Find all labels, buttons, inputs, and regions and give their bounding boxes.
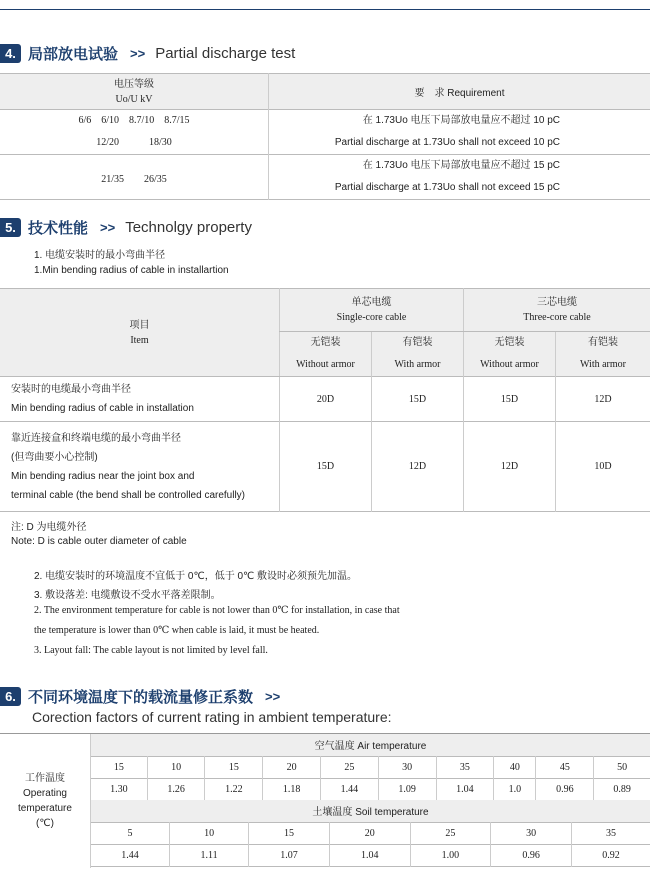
pd-voltage-header-en: Uo/U kV — [115, 93, 153, 105]
top-rule — [0, 9, 650, 10]
br-row1-val-3: 15D — [464, 377, 556, 422]
air-factor-6: 1.09 — [378, 778, 436, 800]
air-factor-3: 1.22 — [205, 778, 263, 800]
br-item-header-cn: 项目 — [129, 319, 150, 331]
pd-row2-voltages: 21/35 26/35 — [101, 173, 167, 185]
pd-row1-req-cn: 在 1.73Uo 电压下局部放电量应不超过 10 pC — [362, 115, 560, 126]
br-row-1 — [0, 377, 650, 422]
air-header-row — [91, 734, 650, 756]
br-row2-val-4: 10D — [556, 422, 650, 512]
para2-en-line1: 2. The environment temperature for cable is not lower than 0℃ for installation, in case that — [34, 605, 400, 616]
br-row1-val-2: 15D — [372, 377, 464, 422]
air-header: 空气温度 Air temperature — [314, 741, 427, 753]
section4-number: 4. — [0, 44, 21, 63]
br-row2-label-cn1: 靠近连接盒和终端电缆的最小弯曲半径 — [11, 432, 181, 444]
br-row1-label-cn: 安装时的电缆最小弯曲半径 — [11, 384, 131, 395]
br-three-no-armor — [464, 332, 556, 377]
pd-row1-voltages-line2: 12/20 18/30 — [96, 137, 172, 148]
pd-row1-voltages-line1: 6/6 6/10 8.7/10 8.7/15 — [78, 115, 190, 126]
soil-factor-5: 1.00 — [410, 844, 491, 866]
pd-row2-req-cn: 在 1.73Uo 电压下局部放电量应不超过 15 pC — [362, 160, 560, 171]
correction-label-en2: temperature — [18, 803, 72, 814]
soil-temp-3: 15 — [249, 822, 330, 844]
note-cn: 注: D 为电缆外径 — [11, 522, 87, 533]
pd-row-2 — [0, 155, 650, 200]
br-three-core-cn: 三芯电缆 — [537, 297, 577, 308]
air-temp-5: 25 — [321, 756, 379, 778]
air-temp-3: 15 — [205, 756, 263, 778]
pd-row2-req-en: Partial discharge at 1.73Uo shall not exceed 15 pC — [334, 182, 560, 193]
soil-temp-4: 20 — [329, 822, 410, 844]
pd-voltage-header-cn: 电压等级 — [114, 78, 154, 90]
soil-header: 土壤温度 Soil temperature — [312, 807, 429, 819]
section5-arrow: >> — [100, 219, 116, 235]
br-three-core-en: Three-core cable — [523, 312, 591, 323]
air-factors-row — [91, 778, 650, 800]
soil-temp-6: 30 — [491, 822, 572, 844]
section6-number: 6. — [0, 687, 21, 706]
br-single-no-armor-en: Without armor — [296, 359, 355, 370]
correction-label-unit: (℃) — [36, 818, 54, 829]
section5-header — [0, 217, 252, 237]
section5-number: 5. — [0, 218, 21, 237]
soil-factor-3: 1.07 — [249, 844, 330, 866]
section6-arrow: >> — [265, 688, 281, 704]
br-row1-val-1: 20D — [280, 377, 372, 422]
soil-factor-7: 0.92 — [571, 844, 650, 866]
br-row1-label — [0, 377, 280, 422]
air-factor-2: 1.26 — [147, 778, 205, 800]
br-single-armor — [372, 332, 464, 377]
section4-header — [0, 43, 295, 63]
pd-header-row — [0, 74, 650, 110]
air-factor-7: 1.04 — [436, 778, 494, 800]
air-temp-7: 35 — [436, 756, 494, 778]
pd-row1-requirement — [269, 110, 650, 155]
pd-row1-req-en: Partial discharge at 1.73Uo shall not exceed 10 pC — [334, 137, 560, 148]
air-temperature-table — [91, 734, 650, 801]
para2-cn: 2. 电缆安装时的环境温度不宜低于 0℃，低于 0℃ 敷设时必须预先加温。 — [34, 571, 358, 582]
air-temp-4: 20 — [263, 756, 321, 778]
br-three-no-armor-cn: 无铠装 — [494, 337, 525, 348]
correction-label-cell — [0, 734, 90, 868]
section4-title-cn: 局部放电试验 — [28, 45, 119, 63]
air-temp-2: 10 — [147, 756, 205, 778]
br-three-core-header — [464, 289, 650, 332]
air-factor-10: 0.89 — [594, 778, 650, 800]
br-item-header-en: Item — [130, 334, 149, 346]
br-header-row1 — [0, 289, 650, 332]
section5-title-en: Technolgy property — [125, 218, 252, 236]
para2-en-line2: the temperature is lower than 0℃ when cable is laid, it must be heated. — [34, 625, 320, 636]
br-single-core-header — [280, 289, 464, 332]
soil-temperature-table — [91, 800, 650, 867]
br-single-armor-cn: 有铠装 — [402, 337, 433, 348]
br-single-armor-en: With armor — [394, 359, 441, 370]
air-temp-8: 40 — [494, 756, 536, 778]
section6-title-cn: 不同环境温度下的载流量修正系数 — [28, 688, 254, 706]
br-row2-val-1: 15D — [280, 422, 372, 512]
br-three-no-armor-en: Without armor — [480, 359, 539, 370]
soil-temp-1: 5 — [127, 827, 133, 839]
partial-discharge-table — [0, 73, 650, 200]
br-single-core-en: Single-core cable — [336, 312, 407, 323]
br-row2-val-2: 12D — [372, 422, 464, 512]
br-row-2 — [0, 422, 650, 512]
br-single-core-cn: 单芯电缆 — [351, 297, 392, 308]
br-row2-label — [0, 422, 280, 512]
br-three-armor-en: With armor — [580, 359, 626, 370]
correction-label-en1: Operating — [23, 788, 67, 799]
air-factor-9: 0.96 — [536, 778, 594, 800]
air-factor-8: 1.0 — [494, 778, 536, 800]
soil-temp-7: 35 — [571, 822, 650, 844]
para3-en: 3. Layout fall: The cable layout is not limited by level fall. — [34, 645, 268, 656]
pd-row1-voltages — [0, 110, 269, 155]
br-single-no-armor — [280, 332, 372, 377]
soil-factor-4: 1.04 — [329, 844, 410, 866]
pd-row2-requirement — [269, 155, 650, 200]
section5-sub-cn: 1. 电缆安装时的最小弯曲半径 — [34, 250, 166, 261]
air-temp-9: 45 — [536, 756, 594, 778]
section4-title-en: Partial discharge test — [155, 44, 296, 62]
br-row2-label-en2: terminal cable (the bend shall be controlled carefully) — [11, 489, 246, 501]
para3-cn: 3. 敷设落差: 电缆敷设不受水平落差限制。 — [34, 590, 221, 601]
note-en: Note: D is cable outer diameter of cable — [11, 536, 187, 547]
br-item-header — [0, 289, 280, 377]
air-temp-6: 30 — [378, 756, 436, 778]
soil-factor-6: 0.96 — [491, 844, 572, 866]
br-three-armor-cn: 有铠装 — [588, 337, 618, 348]
br-three-armor — [556, 332, 650, 377]
air-factor-5: 1.44 — [321, 778, 379, 800]
correction-label-cn: 工作温度 — [25, 773, 65, 784]
soil-header-row — [91, 800, 650, 822]
soil-factor-1: 1.44 — [121, 849, 139, 861]
section5-sub-en: 1.Min bending radius of cable in installartion — [34, 265, 229, 276]
air-factor-4: 1.18 — [263, 778, 321, 800]
pd-row-1 — [0, 110, 650, 155]
bending-radius-table — [0, 288, 650, 512]
section6-header — [0, 686, 280, 706]
section4-arrow: >> — [130, 45, 146, 61]
soil-factors-row — [91, 844, 650, 866]
air-temps-row — [91, 756, 650, 778]
air-temp-10: 50 — [594, 756, 650, 778]
br-row1-val-4: 12D — [556, 377, 650, 422]
soil-temps-row — [91, 822, 650, 844]
br-row2-label-cn2: (但弯曲要小心控制) — [11, 451, 98, 463]
soil-temp-5: 25 — [410, 822, 491, 844]
air-factor-1: 1.30 — [110, 783, 128, 795]
air-temp-1: 15 — [113, 761, 124, 773]
pd-voltage-header — [0, 74, 269, 110]
pd-requirement-header: 要 求 Requirement — [269, 74, 650, 110]
soil-temp-2: 10 — [170, 822, 249, 844]
section5-title-cn: 技术性能 — [28, 219, 89, 237]
br-row2-val-3: 12D — [464, 422, 556, 512]
br-row2-label-en1: Min bending radius near the joint box and — [11, 470, 195, 482]
soil-factor-2: 1.11 — [170, 844, 249, 866]
section6-title-en: Corection factors of current rating in ambient temperature: — [32, 709, 392, 725]
br-single-no-armor-cn: 无铠装 — [310, 337, 341, 348]
br-row1-label-en: Min bending radius of cable in installation — [11, 403, 194, 414]
